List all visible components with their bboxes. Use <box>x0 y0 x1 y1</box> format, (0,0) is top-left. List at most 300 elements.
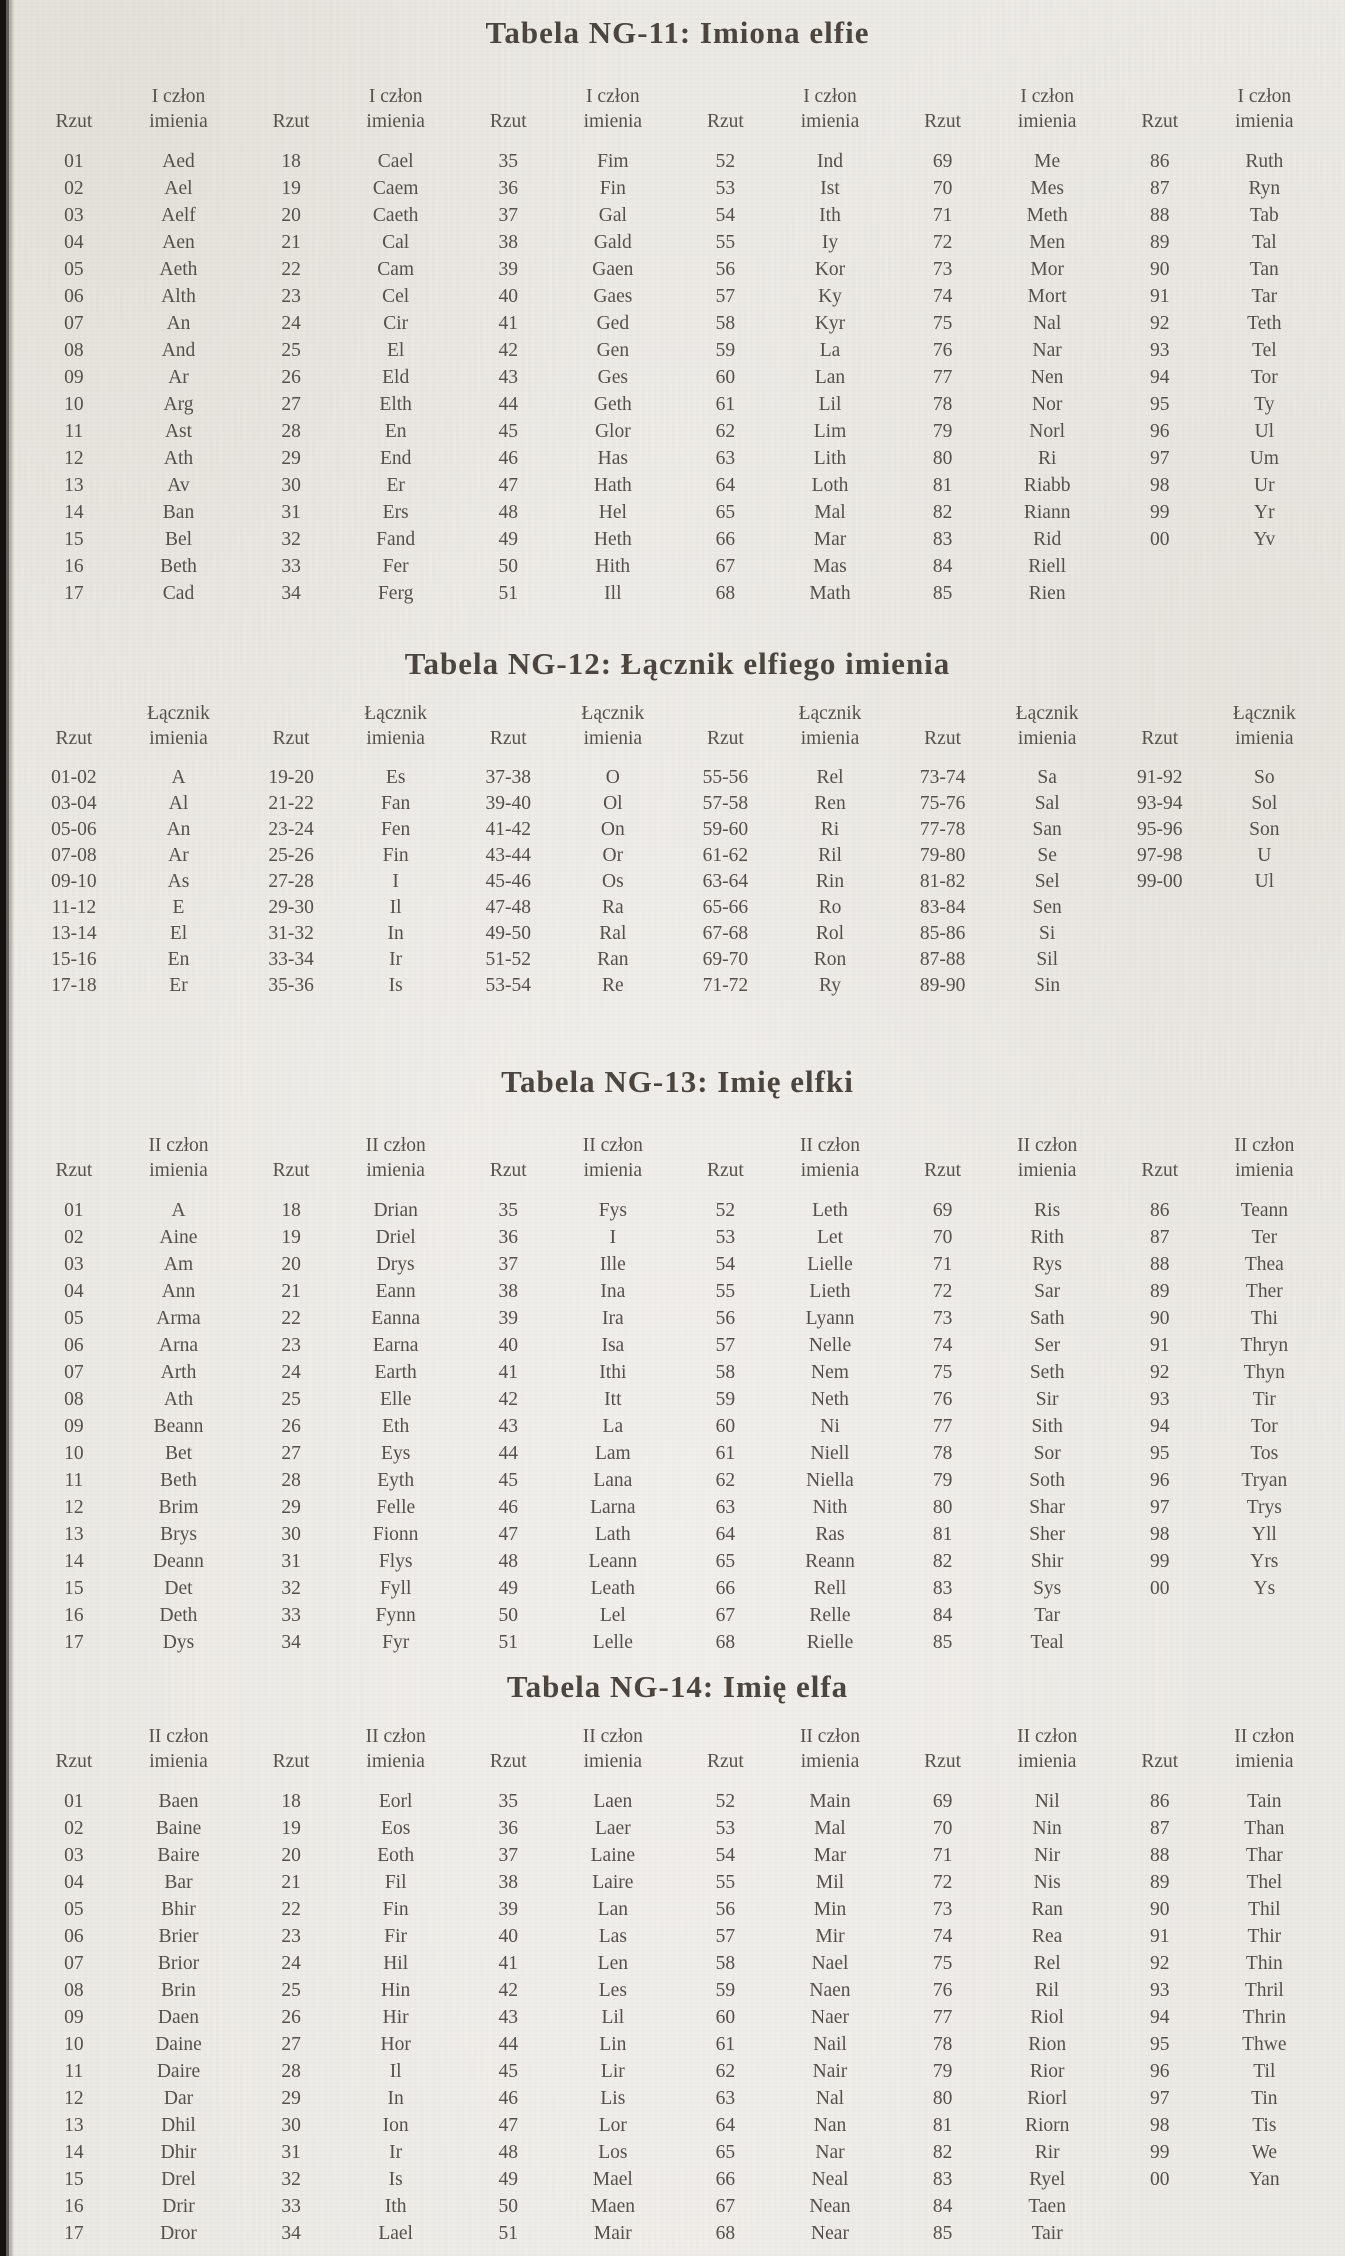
value-header-line1: II człon <box>365 1135 426 1156</box>
column-group-rows <box>30 765 239 999</box>
roll-cell: 71-72 <box>702 975 749 996</box>
value-header-label <box>118 1724 239 1774</box>
name-cell: Nair <box>812 2061 848 2082</box>
table-row <box>682 148 891 175</box>
roll-cell: 10 <box>64 394 84 415</box>
table-row <box>899 1575 1108 1602</box>
name-cell: Ers <box>382 502 409 523</box>
roll-cell: 55 <box>715 1281 736 1302</box>
table-row <box>464 1575 673 1602</box>
value-header-label <box>335 1724 456 1774</box>
roll-cell: 78 <box>932 1443 953 1464</box>
table-row <box>682 202 891 229</box>
roll-cell: 50 <box>498 556 518 577</box>
name-cell: Arna <box>159 1335 198 1356</box>
roll-cell: 42 <box>498 340 518 361</box>
roll-cell: 27 <box>281 2034 301 2055</box>
table-row <box>1116 2031 1325 2058</box>
table-row <box>464 1548 673 1575</box>
table-row <box>899 175 1108 202</box>
name-cell: Sol <box>1251 793 1278 814</box>
table-row <box>30 1977 239 2004</box>
name-cell: Elth <box>379 394 412 415</box>
name-cell: Tar <box>1251 286 1278 307</box>
roll-cell: 87 <box>1150 1227 1170 1248</box>
roll-header-label: Rzut <box>272 111 310 132</box>
column-group-header <box>899 1724 1108 1774</box>
name-cell: Rell <box>813 1578 847 1599</box>
roll-cell: 04 <box>64 1281 84 1302</box>
table-row <box>464 921 673 947</box>
table-row <box>1116 1251 1325 1278</box>
name-cell: Re <box>601 975 624 996</box>
value-header-label <box>335 1133 456 1183</box>
roll-cell: 01 <box>64 151 84 172</box>
name-cell: Meth <box>1026 205 1068 226</box>
name-cell: Sor <box>1033 1443 1061 1464</box>
table-row <box>1116 1977 1325 2004</box>
name-cell: Dhir <box>160 2142 197 2163</box>
name-cell: Nin <box>1032 1818 1062 1839</box>
name-cell: Ol <box>603 793 623 814</box>
table-row <box>899 1923 1108 1950</box>
table-ng-14 <box>30 1666 1325 2247</box>
name-cell: Neal <box>811 2169 849 2190</box>
name-cell: Tis <box>1252 2115 1277 2136</box>
name-cell: Tel <box>1252 340 1277 361</box>
table-row <box>682 337 891 364</box>
value-header-line2: imienia <box>800 111 860 132</box>
roll-cell: 62 <box>715 421 736 442</box>
name-cell: Thin <box>1245 1953 1283 1974</box>
name-cell: Si <box>1039 923 1056 944</box>
name-cell: Eth <box>382 1416 410 1437</box>
name-cell: Riol <box>1030 2007 1064 2028</box>
table-row <box>247 175 456 202</box>
roll-cell: 39-40 <box>485 793 531 814</box>
name-cell: Niell <box>810 1443 850 1464</box>
table-row <box>247 765 456 791</box>
roll-cell: 96 <box>1150 421 1170 442</box>
name-cell: Mir <box>815 1926 845 1947</box>
roll-cell: 46 <box>498 448 518 469</box>
table-row <box>247 337 456 364</box>
roll-cell: 65-66 <box>702 897 749 918</box>
roll-cell: 17 <box>64 1632 84 1653</box>
name-cell: Let <box>817 1227 843 1248</box>
table-row <box>682 310 891 337</box>
name-cell: Ni <box>820 1416 840 1437</box>
table-row <box>899 1629 1108 1656</box>
roll-cell: 20 <box>281 1254 301 1275</box>
roll-cell: 73 <box>932 259 953 280</box>
name-cell: Rel <box>816 767 844 788</box>
column-group <box>247 1708 456 2247</box>
column-group-header <box>247 1724 456 1774</box>
roll-cell: 19 <box>281 1227 301 1248</box>
column-group-rows <box>899 148 1108 607</box>
name-cell: Riorl <box>1027 2088 1068 2109</box>
name-cell: Dhil <box>161 2115 196 2136</box>
name-cell: Las <box>598 1926 627 1947</box>
roll-header-label: Rzut <box>707 1751 744 1772</box>
table-row <box>1116 869 1325 895</box>
roll-cell: 76 <box>932 340 953 361</box>
roll-cell: 75 <box>932 1953 953 1974</box>
roll-cell: 61-62 <box>702 845 749 866</box>
roll-cell: 56 <box>715 1899 736 1920</box>
table-row <box>682 1440 891 1467</box>
roll-header-label: Rzut <box>55 1751 93 1772</box>
name-cell: Ther <box>1245 1281 1283 1302</box>
table-row <box>899 1332 1108 1359</box>
table-row <box>1116 1950 1325 1977</box>
table-row <box>30 947 239 973</box>
value-header-line2: imienia <box>149 1160 208 1181</box>
name-cell: Hor <box>380 2034 411 2055</box>
name-cell: Gaen <box>592 259 634 280</box>
name-cell: Mal <box>814 1818 846 1839</box>
value-header-line2: imienia <box>1017 1160 1077 1181</box>
name-cell: Am <box>163 1254 194 1275</box>
table-row <box>247 391 456 418</box>
name-cell: Brys <box>160 1524 197 1545</box>
table-row <box>30 817 239 843</box>
roll-cell: 90 <box>1150 1899 1170 1920</box>
name-cell: Ri <box>1037 448 1057 469</box>
name-cell: Son <box>1249 819 1280 840</box>
table-row <box>247 869 456 895</box>
roll-cell: 28 <box>281 2061 301 2082</box>
table-row <box>899 445 1108 472</box>
value-header-line1: II człon <box>1234 1726 1295 1747</box>
name-cell: Ion <box>382 2115 409 2136</box>
table-row <box>464 1224 673 1251</box>
table-row <box>682 2193 891 2220</box>
table-row <box>1116 445 1325 472</box>
roll-cell: 21 <box>281 232 301 253</box>
table-row <box>1116 1548 1325 1575</box>
roll-cell: 68 <box>715 1632 736 1653</box>
table-row <box>682 499 891 526</box>
name-cell: Ris <box>1034 1200 1061 1221</box>
roll-cell: 07 <box>64 313 84 334</box>
table-row <box>464 1896 673 1923</box>
name-cell: Av <box>167 475 190 496</box>
roll-cell: 33-34 <box>268 949 314 970</box>
roll-cell: 05 <box>64 1899 84 1920</box>
roll-cell: 99-00 <box>1137 871 1183 892</box>
roll-cell: 94 <box>1150 2007 1170 2028</box>
roll-cell: 25 <box>281 1980 301 2001</box>
name-cell: Or <box>602 845 624 866</box>
name-cell: Es <box>385 767 406 788</box>
table-row <box>30 2166 239 2193</box>
roll-cell: 76 <box>932 1389 953 1410</box>
name-cell: Il <box>389 897 402 918</box>
roll-cell: 67 <box>715 556 736 577</box>
table-row <box>247 1278 456 1305</box>
name-cell: Nis <box>1033 1872 1061 1893</box>
roll-cell: 51 <box>498 2223 518 2244</box>
table-row <box>464 1305 673 1332</box>
column-group-rows <box>464 148 673 607</box>
value-header-line2: imienia <box>1235 728 1294 749</box>
table-row <box>30 283 239 310</box>
value-header-line1: II człon <box>1017 1135 1078 1156</box>
name-cell: Tal <box>1252 232 1277 253</box>
column-group-rows <box>30 148 239 607</box>
name-cell: Ges <box>597 367 628 388</box>
table-row <box>899 1494 1108 1521</box>
table-row <box>247 580 456 607</box>
table-row <box>247 2220 456 2247</box>
table-row <box>30 580 239 607</box>
name-cell: So <box>1254 767 1275 788</box>
table-row <box>247 418 456 445</box>
roll-cell: 55 <box>715 232 736 253</box>
column-group <box>464 1708 673 2247</box>
name-cell: Ras <box>815 1524 845 1545</box>
table-row <box>247 2193 456 2220</box>
roll-cell: 43-44 <box>485 845 531 866</box>
table-row <box>30 1440 239 1467</box>
name-cell: Caem <box>372 178 419 199</box>
name-cell: Ral <box>599 923 627 944</box>
name-cell: Bet <box>164 1443 193 1464</box>
roll-cell: 14 <box>64 502 84 523</box>
name-cell: On <box>600 819 625 840</box>
roll-cell: 02 <box>64 178 84 199</box>
name-cell: Shar <box>1029 1497 1066 1518</box>
value-header-label <box>1204 701 1325 751</box>
table-title: Tabela NG-11: Imiona elfie <box>485 15 870 50</box>
name-cell: Eys <box>381 1443 411 1464</box>
roll-cell: 67-68 <box>702 923 749 944</box>
table-row <box>464 2112 673 2139</box>
value-header-label <box>552 701 673 751</box>
roll-cell: 11 <box>64 2061 84 2082</box>
table-row <box>247 202 456 229</box>
roll-cell: 65 <box>715 2142 736 2163</box>
table-row <box>464 445 673 472</box>
table-row <box>682 2085 891 2112</box>
name-cell: Eann <box>375 1281 416 1302</box>
name-cell: Laer <box>594 1818 631 1839</box>
name-cell: Yv <box>1253 529 1276 550</box>
roll-cell: 55-56 <box>702 767 749 788</box>
table-row <box>464 1467 673 1494</box>
roll-cell: 98 <box>1150 475 1170 496</box>
table-row <box>30 418 239 445</box>
roll-cell: 95 <box>1150 2034 1170 2055</box>
name-cell: Il <box>389 2061 402 2082</box>
name-cell: Brier <box>158 1926 199 1947</box>
table-row <box>1116 175 1325 202</box>
name-cell: Tos <box>1250 1443 1279 1464</box>
name-cell: Eld <box>382 367 410 388</box>
roll-cell: 46 <box>498 1497 518 1518</box>
name-cell: Nail <box>813 2034 847 2055</box>
table-row <box>682 1602 891 1629</box>
table-row <box>30 1950 239 1977</box>
name-cell: Is <box>388 975 403 996</box>
table-row <box>464 337 673 364</box>
table-row <box>1116 1386 1325 1413</box>
name-cell: Nelle <box>808 1335 852 1356</box>
roll-cell: 79 <box>932 2061 953 2082</box>
roll-cell: 85-86 <box>919 923 966 944</box>
column-group <box>30 1708 239 2247</box>
value-header-label <box>118 1133 239 1183</box>
value-header-line2: imienia <box>1017 1751 1077 1772</box>
name-cell: Isa <box>601 1335 625 1356</box>
table-row <box>1116 229 1325 256</box>
table-row <box>247 791 456 817</box>
column-group-header <box>1116 1133 1325 1183</box>
roll-cell: 69 <box>932 1791 953 1812</box>
table-row <box>682 391 891 418</box>
name-cell: Len <box>597 1953 628 1974</box>
column-group-header <box>247 701 456 751</box>
table-row <box>464 1629 673 1656</box>
roll-cell: 84 <box>932 556 953 577</box>
value-header-line2: imienia <box>149 1751 208 1772</box>
name-cell: Thril <box>1244 1980 1284 2001</box>
name-cell: Cal <box>382 232 410 253</box>
roll-cell: 70 <box>932 178 953 199</box>
roll-cell: 40 <box>498 1926 518 1947</box>
column-group <box>1116 685 1325 895</box>
roll-cell: 56 <box>715 259 736 280</box>
name-cell: Itt <box>604 1389 622 1410</box>
column-group-rows <box>247 1788 456 2247</box>
table-row <box>899 1950 1108 1977</box>
name-cell: Cad <box>162 583 195 604</box>
table-row <box>30 337 239 364</box>
table-row <box>899 1467 1108 1494</box>
table-row <box>1116 1413 1325 1440</box>
name-cell: Fionn <box>372 1524 419 1545</box>
name-cell: Ithi <box>599 1362 627 1383</box>
table-row <box>1116 364 1325 391</box>
roll-cell: 09-10 <box>51 871 97 892</box>
roll-cell: 22 <box>281 1308 301 1329</box>
name-cell: Rion <box>1028 2034 1067 2055</box>
name-cell: Hel <box>598 502 627 523</box>
value-header-line2: imienia <box>366 111 425 132</box>
roll-cell: 24 <box>281 313 301 334</box>
column-group-header <box>1116 701 1325 751</box>
table-row <box>899 2220 1108 2247</box>
table-row <box>30 1896 239 1923</box>
name-cell: Thir <box>1247 1926 1282 1947</box>
column-group-header <box>464 701 673 751</box>
name-cell: Caeth <box>372 205 419 226</box>
name-cell: Dror <box>160 2223 197 2244</box>
roll-cell: 30 <box>281 1524 301 1545</box>
table-row <box>247 2031 456 2058</box>
roll-cell: 69 <box>932 151 953 172</box>
table-row <box>1116 202 1325 229</box>
name-cell: Ill <box>604 583 622 604</box>
roll-cell: 73-74 <box>919 767 966 788</box>
table-row <box>464 310 673 337</box>
table-row <box>464 843 673 869</box>
roll-cell: 19 <box>281 1818 301 1839</box>
table-row <box>1116 817 1325 843</box>
name-cell: Ter <box>1251 1227 1278 1248</box>
table-row <box>464 391 673 418</box>
name-cell: Lath <box>594 1524 631 1545</box>
value-header-line1: I człon <box>368 86 423 107</box>
value-header-label <box>552 84 673 134</box>
column-group-header <box>682 84 891 134</box>
roll-cell: 86 <box>1150 151 1170 172</box>
table-row <box>30 2058 239 2085</box>
name-cell: San <box>1032 819 1062 840</box>
roll-cell: 65 <box>715 1551 736 1572</box>
name-cell: Riell <box>1028 556 1067 577</box>
column-group-header <box>464 1133 673 1183</box>
value-header-label <box>987 84 1108 134</box>
roll-header-label: Rzut <box>707 1160 744 1181</box>
name-cell: Eyth <box>377 1470 415 1491</box>
table-row <box>1116 2058 1325 2085</box>
roll-cell: 57 <box>715 286 736 307</box>
table-row <box>1116 843 1325 869</box>
roll-cell: 47 <box>498 475 518 496</box>
value-header-label <box>987 1133 1108 1183</box>
table-row <box>1116 1440 1325 1467</box>
roll-cell: 45 <box>498 421 518 442</box>
name-cell: Rol <box>815 923 845 944</box>
table-row <box>247 2166 456 2193</box>
roll-cell: 35 <box>498 151 518 172</box>
roll-cell: 91 <box>1150 286 1170 307</box>
roll-cell: 08 <box>64 1389 84 1410</box>
roll-cell: 43 <box>498 2007 518 2028</box>
roll-cell: 74 <box>932 286 953 307</box>
roll-cell: 64 <box>715 475 736 496</box>
table-column-groups <box>30 1708 1325 2247</box>
table-row <box>682 1359 891 1386</box>
name-cell: Bel <box>164 529 193 550</box>
table-row <box>30 1278 239 1305</box>
name-cell: Alth <box>161 286 196 307</box>
table-row <box>1116 2004 1325 2031</box>
value-header-line2: imienia <box>149 728 208 749</box>
name-cell: Thel <box>1246 1872 1283 1893</box>
name-cell: Fys <box>598 1200 627 1221</box>
roll-cell: 89 <box>1150 1872 1170 1893</box>
roll-cell: 93 <box>1150 340 1170 361</box>
table-row <box>30 973 239 999</box>
roll-cell: 60 <box>715 2007 736 2028</box>
name-cell: Til <box>1253 2061 1276 2082</box>
name-cell: Math <box>809 583 851 604</box>
name-cell: Maen <box>590 2196 636 2217</box>
column-group-rows <box>1116 148 1325 553</box>
table-row <box>682 1548 891 1575</box>
value-header-line2: imienia <box>583 111 643 132</box>
roll-header-label: Rzut <box>1141 728 1179 749</box>
table-row <box>464 418 673 445</box>
value-header-line2: imienia <box>1017 728 1077 749</box>
roll-cell: 79-80 <box>919 845 966 866</box>
table-row <box>1116 1815 1325 1842</box>
name-cell: Shir <box>1030 1551 1064 1572</box>
